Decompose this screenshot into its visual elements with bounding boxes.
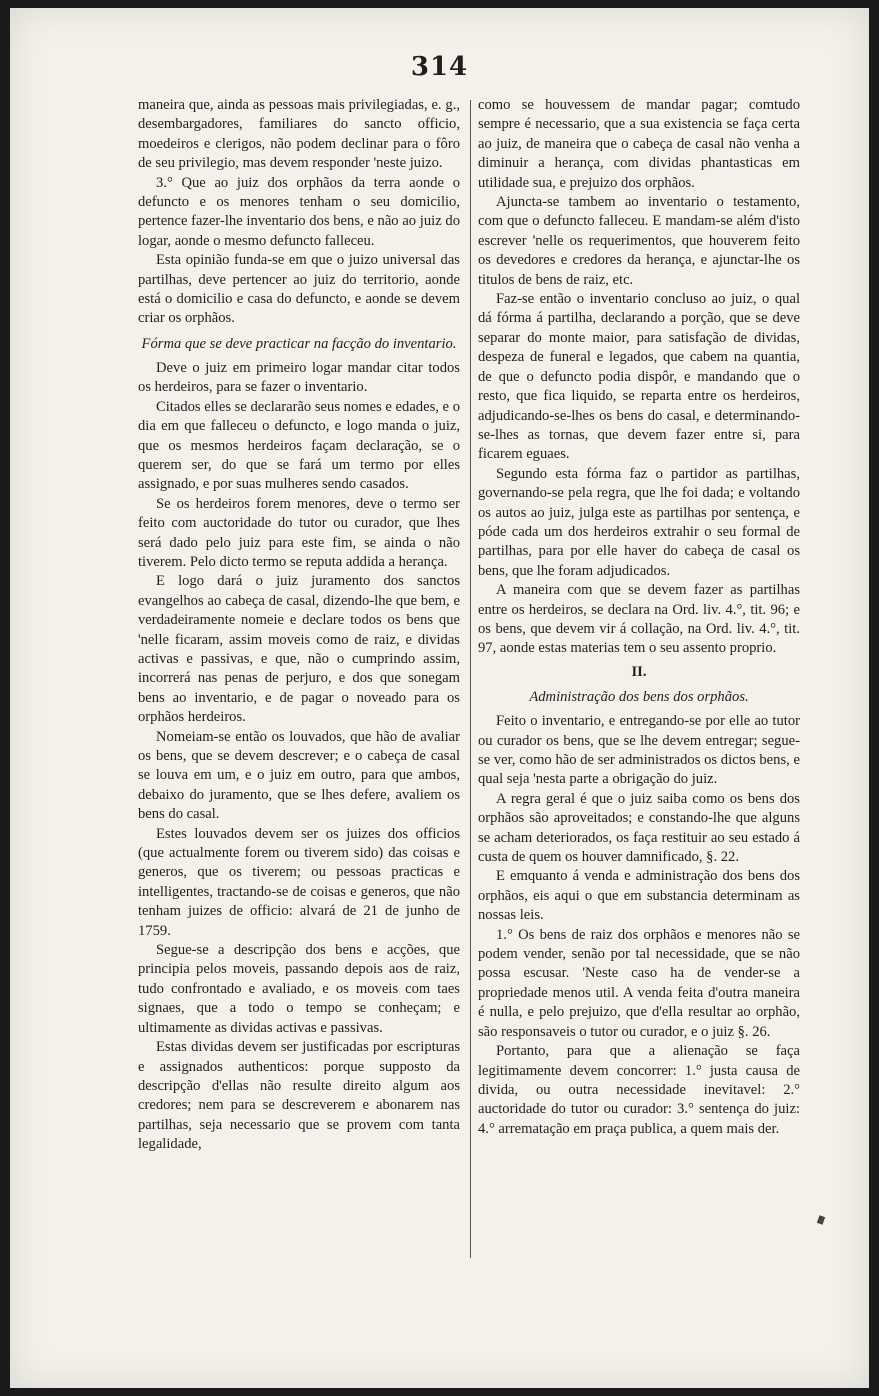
paragraph: Portanto, para que a alienação se faça legitimamente devem concorrer: 1.° justa causa de divida, ou outra necessidade inevitavel: 2.° auctoridade do tutor ou curador: 3.° sentença do juiz: 4.° arrematação em praça publica, a quem mais der.: [478, 1043, 800, 1137]
paragraph: E emquanto á venda e administração dos bens dos orphãos, eis aqui o que em substancia determinam as nossas leis.: [478, 868, 800, 924]
paragraph: Esta opinião funda-se em que o juizo universal das partilhas, deve pertencer ao juiz do territorio, aonde está o domicilio e casa do defuncto, e aonde se devem criar os orphãos.: [138, 252, 460, 327]
page-sheet: [10, 8, 869, 1388]
paragraph: Feito o inventario, e entregando-se por elle ao tutor ou curador os bens, que se lhe devem entregar; segue-se ver, como hão de ser administrados os dictos bens, e qual seja 'nesta parte a obrigação do juiz.: [478, 713, 800, 788]
paragraph: A regra geral é que o juiz saiba como os bens dos orphãos são aproveitados; e constando-lhe que alguns se acham deteriorados, os faça restituir ao seu estado á custa de quem os houver damnificado, §. 22.: [478, 790, 800, 866]
section-heading: Administração dos bens dos orphãos.: [529, 689, 749, 706]
paragraph: Deve o juiz em primeiro logar mandar citar todos os herdeiros, para se fazer o inventario.: [138, 359, 460, 396]
paragraph: como se houvessem de mandar pagar; comtudo sempre é necessario, que a sua existencia se faça certa ao juiz, de maneira que o cabeça de casal não venha a diminuir a herança, com dividas phantasticas em utilidade sua, e prejuizo dos orphãos.: [478, 97, 800, 191]
paragraph: Nomeiam-se então os louvados, que hão de avaliar os bens, que se devem descrever; e o cabeça de casal se louva em um, e o juiz em outro, para que ambos, debaixo do juramento, que se lhes defere, avaliem os bens do casal.: [138, 728, 460, 823]
left-column: [138, 96, 460, 1155]
paragraph: maneira que, ainda as pessoas mais privilegiadas, e. g., desembargadores, familiares do sancto officio, moedeiros e clerigos, não podem declinar para o fôro de seu privilegio, mas devem responder 'neste juizo.: [138, 97, 460, 172]
paragraph: Segue-se a descripção dos bens e acções, que principia pelos moveis, passando depois aos de raiz, tudo confrontado e avaliado, e os moveis com taes signaes, que a todo o tempo se conheçam; e ultimamente as dividas activas e passivas.: [138, 942, 460, 1036]
paragraph: Segundo esta fórma faz o partidor as partilhas, governando-se pela regra, que lhe foi dada; e voltando os autos ao juiz, julga este as partilhas por sentença, e póde cada um dos herdeiros extrahir o seu formal de partilhas, para por elle haver do cabeça de casal os bens, que lhe foram adjudicados.: [478, 465, 800, 579]
ink-mark: [817, 1215, 825, 1225]
paragraph: Citados elles se declararão seus nomes e edades, e o dia em que falleceu o defuncto, e logo manda o juiz, que os mesmos herdeiros façam declaração, se o querem ser, do que se fará um termo por elles assignado, e por suas mulheres sendo casados.: [138, 398, 460, 493]
paragraph: Ajuncta-se tambem ao inventario o testamento, com que o defuncto falleceu. E mandam-se além d'isto escrever 'nelle os requerimentos, que houverem feito os devedores e credores da herança, e ajunctar-lhe os titulos de bens de raiz, etc.: [478, 194, 800, 288]
paragraph: Faz-se então o inventario concluso ao juiz, o qual dá fórma á partilha, declarando a porção, que se deve separar do monte maior, para satisfação de dividas, despeza de funeral e legados, que cabem na quantia, de que o defuncto podia dispôr, e mandando que o resto, que fica liquido, se reparta entre os herdeiros, adjudicando-se-lhes os bens do casal, e determinando-se-lhes as tornas, que devem fazer entre si, para ficarem eguaes.: [478, 291, 800, 463]
paragraph: 3.° Que ao juiz dos orphãos da terra aonde o defuncto e os menores tenham o seu domicilio, pertence fazer-lhe inventario dos bens, e não ao juiz do logar, aonde o mesmo defuncto falleceu.: [138, 174, 460, 249]
section-number: II.: [631, 663, 647, 680]
paragraph: Estes louvados devem ser os juizes dos officios (que actualmente forem ou tiverem sido) das coisas e generos, que os tiverem; ou pessoas practicas e intelligentes, tractando-se de coisas e generos, que não tenham juizes de officio: alvará de 21 de junho de 1759.: [138, 825, 460, 939]
page-number: 314: [410, 52, 469, 82]
section-heading: Fórma que se deve practicar na facção do inventario.: [141, 335, 457, 352]
column-divider: [470, 100, 471, 1258]
paragraph: A maneira com que se devem fazer as partilhas entre os herdeiros, se declara na Ord. liv. 4.°, tit. 96; e os bens, que devem vir á collação, na Ord. liv. 4.°, tit. 97, aonde estas materias tem o seu assento proprio.: [478, 582, 800, 657]
paragraph: Se os herdeiros forem menores, deve o termo ser feito com auctoridade do tutor ou curador, que lhes será dado pelo juiz para este fim, se ainda o não tiverem. Pelo dicto termo se reputa addida a herança.: [138, 495, 460, 570]
paragraph: Estas dividas devem ser justificadas por escripturas e assignados authenticos: porque supposto da descripção d'ellas não resulte direito algum aos credores; nem para se descreverem e abonarem nas partilhas, seja necessario que se provem com tanta legalidade,: [138, 1039, 460, 1153]
right-column: [478, 96, 800, 1139]
paragraph: E logo dará o juiz juramento dos sanctos evangelhos ao cabeça de casal, dizendo-lhe que bem, e verdadeiramente nomeie e declare todos os bens que 'nelle ficaram, assim moveis como de raiz, e dividas activas e passivas, e que, não o cumprindo assim, incorrerá nas penas de perjuro, e dos que sonegam bens ao inventario, e de pagar o noveado para os orphãos herdeiros.: [138, 573, 460, 726]
paragraph: 1.° Os bens de raiz dos orphãos e menores não se podem vender, senão por tal necessidade, que se não possa escusar. 'Neste caso ha de vender-se a propriedade menos util. A venda feita d'outra maneira é nulla, e pelo prejuizo, que d'ella resultar ao orphão, são responsaveis o tutor ou curador, e o juiz §. 26.: [478, 926, 800, 1040]
